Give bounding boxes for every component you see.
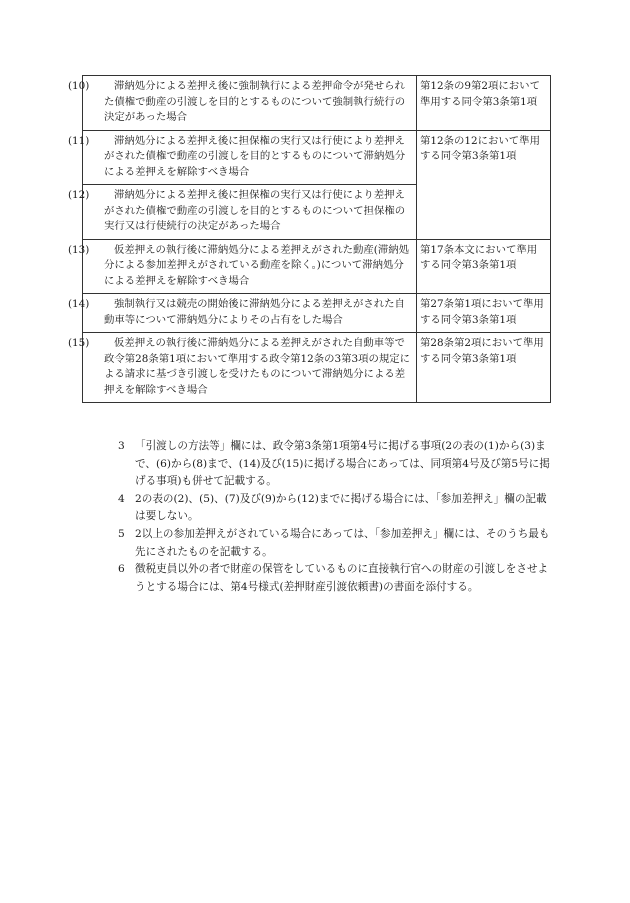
reference-cell: 第12条の12において準用する同令第3条第1項 <box>417 130 551 239</box>
note-item <box>118 561 550 596</box>
note-item <box>118 526 550 561</box>
case-number: (13) <box>68 243 90 256</box>
note-text: 徴税吏員以外の者で財産の保管をしているものに直接執行官への財産の引渡しをさせようとする場合には、第4号様式(差押財産引渡依頼書)の書面を添付する。 <box>135 563 549 593</box>
case-cell <box>68 185 417 240</box>
note-number: 3 <box>118 440 125 452</box>
case-cell <box>68 239 417 294</box>
note-text: 2以上の参加差押えがされている場合にあっては、「参加差押え」欄には、そのうち最も先にされたものを記載する。 <box>135 527 550 558</box>
reference-cell: 第28条第2項において準用する同令第3条第1項 <box>417 333 551 403</box>
note-number: 4 <box>118 492 125 505</box>
case-text: 強制執行又は競売の開始後に滞納処分による差押えがされた自動車等について滞納処分によりその占有をした場合 <box>104 298 405 326</box>
case-number: (10) <box>68 80 90 92</box>
case-text: 仮差押えの執行後に滞納処分による差押えがされた自動車等で政令第28条第1項において準用する政令第12条の3第3項の規定による請求に基づき引渡しを受けたものについて滞納処分による差押えを解除すべき場合 <box>104 337 411 396</box>
table-row <box>83 239 551 294</box>
notes-section <box>118 438 550 596</box>
case-number: (14) <box>68 298 90 310</box>
note-number: 5 <box>118 527 125 540</box>
case-cell <box>68 333 417 403</box>
provision-table <box>68 75 551 403</box>
reference-cell: 第27条第1項において準用する同令第3条第1項 <box>417 294 551 333</box>
case-cell <box>68 76 417 131</box>
reference-cell: 第17条本文において準用する同令第3条第1項 <box>417 239 551 294</box>
case-number: (15) <box>68 337 90 349</box>
case-text: 滞納処分による差押え後に強制執行による差押命令が発せられた債権で動産の引渡しを目的とするものについて強制執行続行の決定があった場合 <box>104 80 406 123</box>
case-number: (11) <box>68 134 90 147</box>
note-item <box>118 491 550 526</box>
case-number: (12) <box>68 189 90 201</box>
case-cell <box>68 294 417 333</box>
case-cell <box>68 130 417 185</box>
table-row <box>83 333 551 403</box>
note-item <box>118 438 550 491</box>
case-text: 滞納処分による差押え後に担保権の実行又は行使により差押えがされた債権で動産の引渡しを目的とするものについて担保権の実行又は行使続行の決定があった場合 <box>104 189 406 232</box>
note-number: 6 <box>118 563 125 576</box>
note-text: 2の表の(2)、(5)、(7)及び(9)から(12)までに掲げる場合には、「参加差押え」欄の記載は要しない。 <box>135 492 547 523</box>
table-row <box>83 76 551 131</box>
note-text: 「引渡しの方法等」欄には、政令第3条第1項第4号に掲げる事項(2の表の(1)から(3)まで、(6)から(8)まで、(14)及び(15)に掲げる場合にあっては、同項第4号及び第5号に掲げる事項)も併せて記載する。 <box>135 440 550 488</box>
case-text: 仮差押えの執行後に滞納処分による差押えがされた動産(滞納処分による参加差押えがされている動産を除く。)について滞納処分による差押えを解除すべき場合 <box>104 243 409 287</box>
table-row <box>83 130 551 185</box>
table-row <box>83 294 551 333</box>
case-text: 滞納処分による差押え後に担保権の実行又は行使により差押えがされた債権で動産の引渡しを目的とするものについて滞納処分による差押えを解除すべき場合 <box>104 134 406 178</box>
reference-cell: 第12条の9第2項において準用する同令第3条第1項 <box>417 76 551 131</box>
